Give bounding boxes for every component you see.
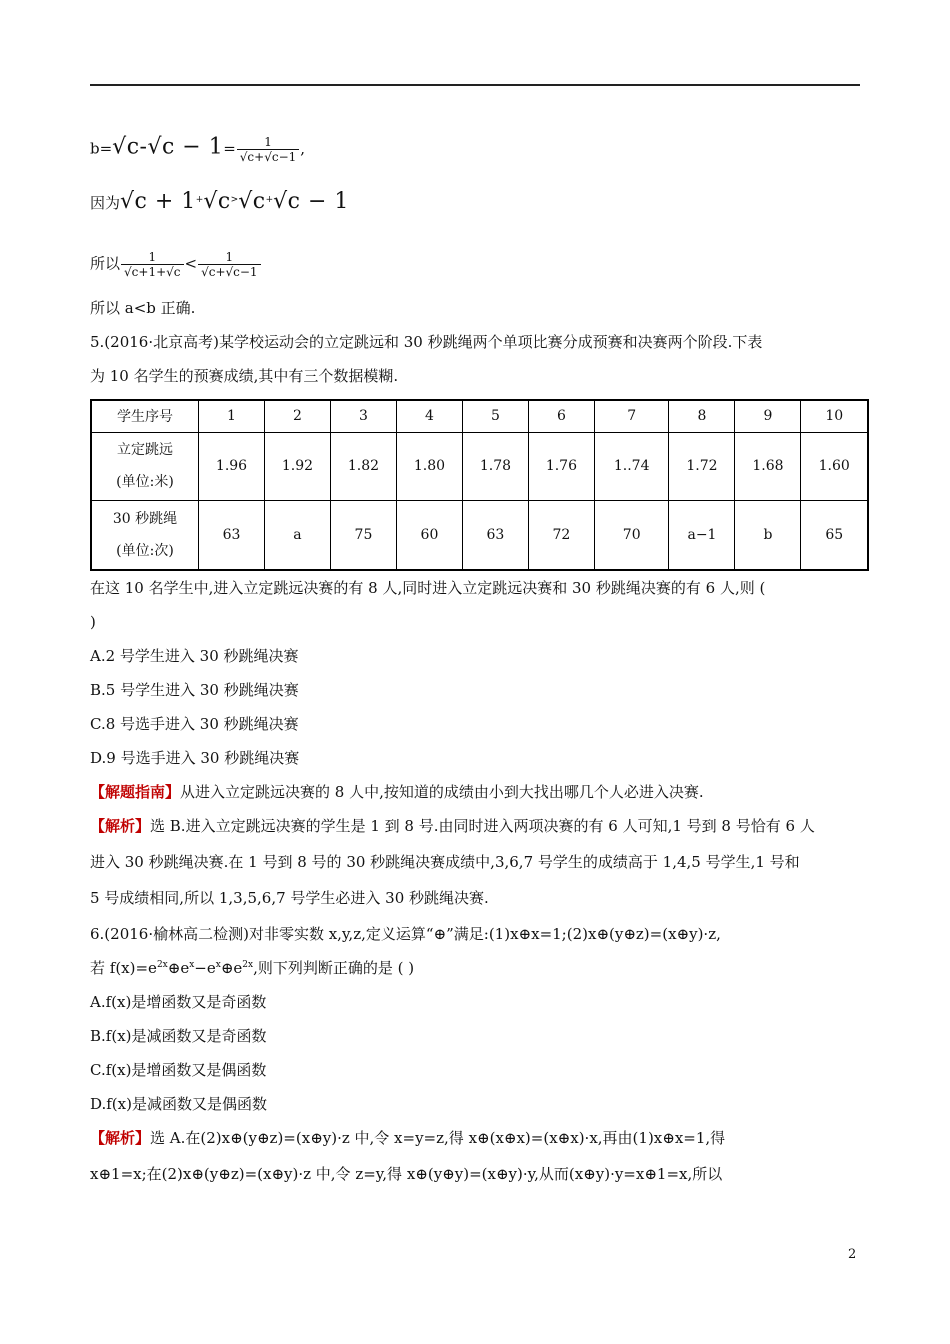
table-cell: 4 — [396, 400, 462, 432]
because-line: 因为√c + 1+√c>√c+√c − 1 — [90, 189, 349, 214]
table-cell: 1.68 — [735, 432, 801, 500]
table-cell: 1.60 — [801, 432, 868, 500]
table-cell: a−1 — [669, 500, 735, 570]
so-fraction-1: $\frac{1}{√c+1+√c}$ — [121, 250, 183, 279]
table-cell: 8 — [669, 400, 735, 432]
q5-stem-1: 在这 10 名学生中,进入立定跳远决赛的有 8 人,同时进入立定跳远决赛和 30 秒跳绳决赛的有 6 人,则 ( — [90, 579, 766, 597]
q6-line-2: 若 $f(x)=e^{2x}\oplus e^x-e^x\oplus e^{2x}$,则下列判断正确的是 ( ) — [90, 959, 415, 977]
q6-option-b: B.f(x)是减函数又是奇函数 — [90, 1027, 267, 1045]
q6-line-1: 6.(2016·榆林高二检测)对非零实数 x,y,z,定义运算“⊕”满足:(1)x⊕x=1;(2)x⊕(y⊕z)=(x⊕y)·z, — [90, 925, 721, 943]
table-cell: 75 — [330, 500, 396, 570]
guide-text: 从进入立定跳远决赛的 8 人中,按知道的成绩由小到大找出哪几个人必进入决赛. — [180, 783, 704, 801]
table-cell: 5 — [462, 400, 528, 432]
table-cell: 2 — [264, 400, 330, 432]
q5-solution-3: 5 号成绩相同,所以 1,3,5,6,7 号学生必进入 30 秒跳绳决赛. — [90, 889, 489, 907]
q5-option-d: D.9 号选手进入 30 秒跳绳决赛 — [90, 749, 300, 767]
q5-guide — [90, 782, 704, 802]
table-cell: 63 — [199, 500, 265, 570]
solution-tag: 【解析】 — [90, 817, 151, 835]
page-number: 2 — [848, 1247, 857, 1262]
table-cell: 学生序号 — [91, 400, 199, 432]
so-label: 所以 — [90, 254, 121, 273]
table-cell: 60 — [396, 500, 462, 570]
row-label: 立定跳远 (单位:米) — [91, 432, 199, 500]
q5-solution-1: 【解析】选 B.进入立定跳远决赛的学生是 1 到 8 号.由同时进入两项决赛的有 6 人可知,1 号到 8 号恰有 6 人 — [90, 817, 815, 835]
q5-option-a: A.2 号学生进入 30 秒跳绳决赛 — [90, 647, 299, 665]
because-expr-3: √c — [238, 189, 266, 214]
eq-b-expr: √c-√c − 1 — [112, 134, 224, 160]
q6-solution-1: 【解析】选 A.在(2)x⊕(y⊕z)=(x⊕y)·z 中,令 x=y=z,得 x⊕(x⊕x)=(x⊕x)·x,再由(1)x⊕x=1,得 — [90, 1129, 726, 1147]
table-cell: 1.96 — [199, 432, 265, 500]
q5-solution-2: 进入 30 秒跳绳决赛.在 1 号到 8 号的 30 秒跳绳决赛成绩中,3,6,7 号学生的成绩高于 1,4,5 号学生,1 号和 — [90, 853, 800, 871]
scores-table — [90, 399, 869, 571]
solution-tag: 【解析】 — [90, 1129, 151, 1147]
header-rule — [90, 84, 860, 86]
so-fraction-2: $\frac{1}{√c+√c-1}$ — [198, 250, 260, 279]
table-cell: 6 — [528, 400, 594, 432]
table-cell: 65 — [801, 500, 868, 570]
table-cell: 1.82 — [330, 432, 396, 500]
q6-option-a: A.f(x)是增函数又是奇函数 — [90, 993, 267, 1011]
because-expr-4: √c − 1 — [273, 189, 349, 214]
table-header-row — [91, 400, 868, 432]
table-cell: 1.76 — [528, 432, 594, 500]
q5-line-1: 5.(2016·北京高考)某学校运动会的立定跳远和 30 秒跳绳两个单项比赛分成预赛和决赛两个阶段.下表 — [90, 333, 763, 351]
q5-option-c: C.8 号选手进入 30 秒跳绳决赛 — [90, 715, 299, 733]
table-row-long-jump — [91, 432, 868, 500]
guide-tag: 【解题指南】 — [90, 783, 181, 801]
because-expr-2: √c — [203, 189, 231, 214]
table-cell: 1.92 — [264, 432, 330, 500]
table-cell: 1..74 — [594, 432, 669, 500]
equation-b — [90, 135, 305, 164]
table-cell: 72 — [528, 500, 594, 570]
q6-solution-2: x⊕1=x;在(2)x⊕(y⊕z)=(x⊕y)·z 中,令 z=y,得 x⊕(y⊕y)=(x⊕y)·y,从而(x⊕y)·y=x⊕1=x,所以 — [90, 1165, 723, 1183]
table-cell: 3 — [330, 400, 396, 432]
row-label: 30 秒跳绳 (单位:次) — [91, 500, 199, 570]
table-cell: 10 — [801, 400, 868, 432]
table-cell: 1 — [199, 400, 265, 432]
table-cell: 1.78 — [462, 432, 528, 500]
so-line-2: 所以 a<b 正确. — [90, 299, 196, 317]
because-expr-1: √c + 1 — [120, 189, 196, 214]
because-label: 因为 — [90, 194, 121, 212]
table-cell: 7 — [594, 400, 669, 432]
table-cell: a — [264, 500, 330, 570]
table-cell: 1.80 — [396, 432, 462, 500]
table-row-rope-skip — [91, 500, 868, 570]
q5-stem-2: ) — [90, 613, 96, 631]
table-cell: 9 — [735, 400, 801, 432]
table-cell: 1.72 — [669, 432, 735, 500]
eq-b-lhs: b= — [90, 139, 113, 158]
q5-line-2: 为 10 名学生的预赛成绩,其中有三个数据模糊. — [90, 367, 399, 385]
q5-option-b: B.5 号学生进入 30 秒跳绳决赛 — [90, 681, 299, 699]
q6-option-d: D.f(x)是减函数又是偶函数 — [90, 1095, 267, 1113]
so-line-1: 所以 $\frac{1}{√c+1+√c}$ < $\frac{1}{√c+√c-1}$ — [90, 250, 262, 279]
table-cell: 70 — [594, 500, 669, 570]
eq-b-fraction: $\frac{1}{√c+√c-1}$ — [237, 135, 299, 164]
table-cell: b — [735, 500, 801, 570]
table-cell: 63 — [462, 500, 528, 570]
eq-b-tail: , — [300, 139, 306, 158]
q6-option-c: C.f(x)是增函数又是偶函数 — [90, 1061, 267, 1079]
eq-b-equals: = — [223, 139, 236, 158]
